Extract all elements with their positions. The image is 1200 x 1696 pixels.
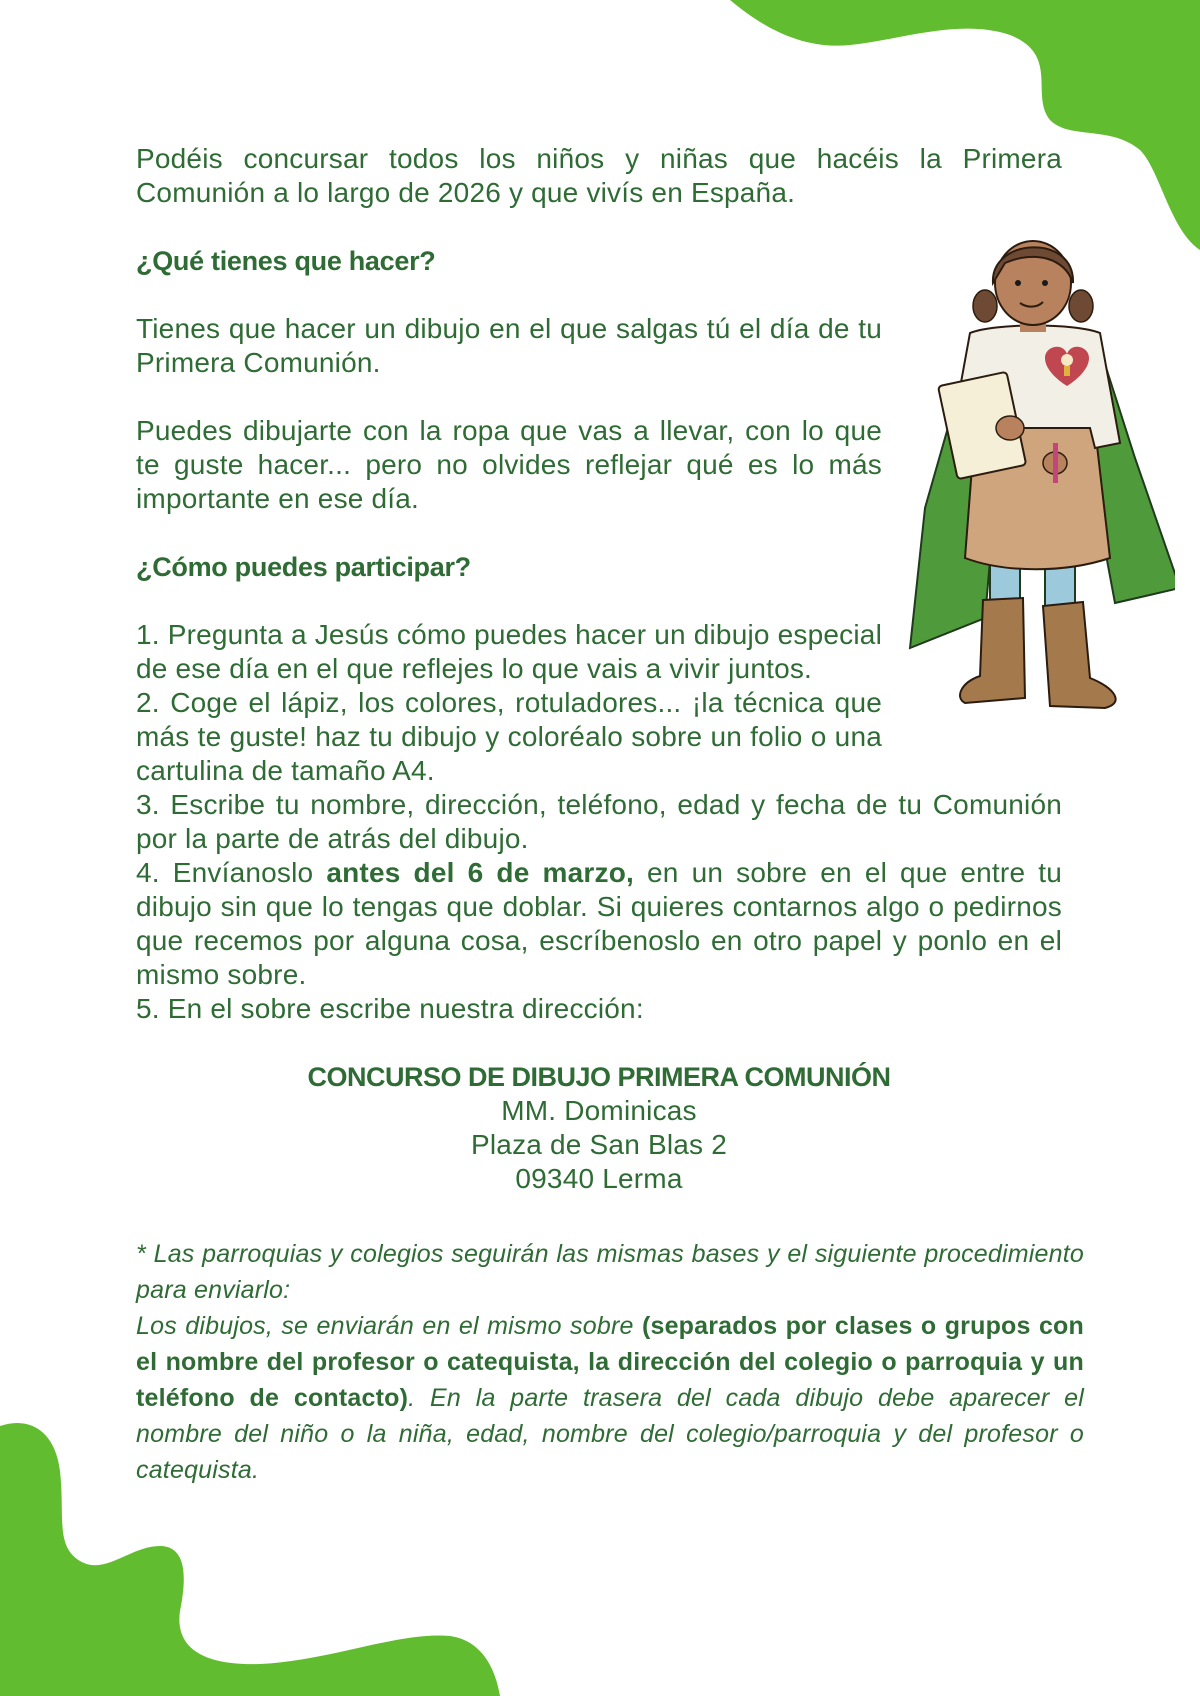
note-italic-2: Los dibujos, se enviarán en el mismo sobre xyxy=(136,1312,642,1340)
step-4 xyxy=(136,856,1062,992)
mailing-address xyxy=(226,1060,972,1196)
document-body xyxy=(136,142,1085,1488)
note-italic-1: * Las parroquias y colegios seguirán las mismas bases y el siguiente procedimiento para enviarlo: xyxy=(136,1240,1084,1304)
step-1: 1. Pregunta a Jesús cómo puedes hacer un dibujo especial de ese día en el que reflejes lo que vais a vivir juntos. xyxy=(136,619,882,684)
step-2: 2. Coge el lápiz, los colores, rotuladores... ¡la técnica que más te guste! haz tu dibujo y coloréalo sobre un folio o una cartulina de tamaño A4. xyxy=(136,687,882,786)
deadline-highlight: antes del 6 de marzo, xyxy=(326,857,634,888)
address-line-1: MM. Dominicas xyxy=(501,1095,697,1126)
note-italic-3: . En la parte trasera del cada dibujo debe aparecer el nombre del niño o la niña, edad, nombre del colegio/parroquia y del profesor o catequista. xyxy=(136,1384,1084,1484)
step-3: 3. Escribe tu nombre, dirección, teléfono, edad y fecha de tu Comunión por la parte de atrás del dibujo. xyxy=(136,789,1062,854)
note-bold: (separados por clases o grupos con el nombre del profesor o catequista, la dirección del colegio o parroquia y un teléfono de contacto) xyxy=(136,1312,1085,1412)
address-title: CONCURSO DE DIBUJO PRIMERA COMUNIÓN xyxy=(307,1062,891,1092)
section-heading-how-to-participate: ¿Cómo puedes participar? xyxy=(136,552,471,582)
address-line-3: 09340 Lerma xyxy=(515,1163,683,1194)
step-4-suffix: en un sobre en el que entre tu dibujo sin que lo tengas que doblar. Si quieres contarnos algo o pedirnos que recemos por alguna cosa, escríbenoslo en otro papel y ponlo en el mismo sobre. xyxy=(136,857,1062,990)
schools-note xyxy=(136,1236,1084,1488)
step-5: 5. En el sobre escribe nuestra dirección: xyxy=(136,993,644,1024)
address-line-2: Plaza de San Blas 2 xyxy=(471,1129,727,1160)
what-to-do-paragraph-1: Tienes que hacer un dibujo en el que salgas tú el día de tu Primera Comunión. xyxy=(136,313,882,378)
what-to-do-paragraph-2: Puedes dibujarte con la ropa que vas a llevar, con lo que te guste hacer... pero no olvides reflejar qué es lo más importante en ese día. xyxy=(136,415,882,514)
section-heading-what-to-do: ¿Qué tienes que hacer? xyxy=(136,246,436,276)
intro-paragraph: Podéis concursar todos los niños y niñas que hacéis la Primera Comunión a lo largo de 2026 y que vivís en España. xyxy=(136,143,1062,208)
step-4-prefix: 4. Envíanoslo xyxy=(136,857,327,888)
